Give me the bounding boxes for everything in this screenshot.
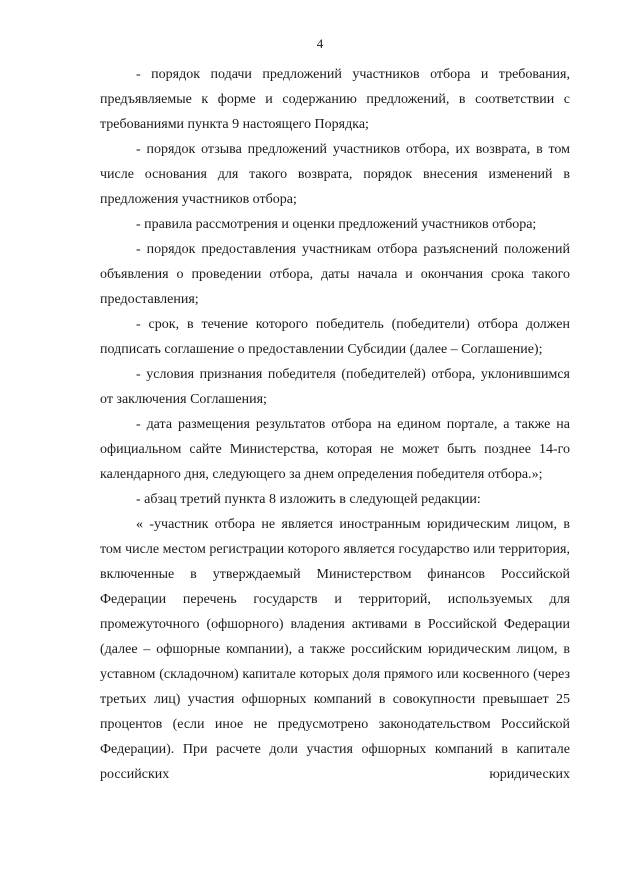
paragraph-agreement-deadline: - срок, в течение которого победитель (победители) отбора должен подписать соглашение о предоставлении Субсидии (далее – Соглашение);: [100, 317, 570, 357]
paragraph-submission-procedure: - порядок подачи предложений участников отбора и требования, предъявляемые к форме и содержанию предложений, в соответствии с требованиями пункта 9 настоящего Порядка;: [100, 67, 570, 132]
page-number: 4: [316, 36, 324, 51]
paragraph-evasion-conditions: - условия признания победителя (победителей) отбора, уклонившимся от заключения Соглашения;: [100, 367, 570, 407]
paragraph-offshore-requirement: « -участник отбора не является иностранным юридическим лицом, в том числе местом регистрации которого является государство или территория, включенные в утверждаемый Министерством финансов Российской Федерации перечень государств и территорий, используемых для промежуточного (офшорного) владения активами в Российской Федерации (далее – офшорные компании), а также российским юридическим лицом, в уставном (складочном) капитале которых доля прямого или косвенного (через третьих лиц) участия офшорных компаний в совокупности превышает 25 процентов (если иное не предусмотрено законодательством Российской Федерации). При расчете доли участия офшорных компаний в капитале российских юридических: [100, 517, 570, 782]
paragraph-evaluation-rules: - правила рассмотрения и оценки предложений участников отбора;: [136, 217, 537, 232]
paragraph-results-publication: - дата размещения результатов отбора на едином портале, а также на официальном сайте Министерства, которая не может быть позднее 14-го календарного дня, следующего за днем определения победителя отбора.»;: [100, 417, 570, 482]
paragraph-clarification-procedure: - порядок предоставления участникам отбора разъяснений положений объявления о проведении отбора, даты начала и окончания срока такого предоставления;: [100, 242, 570, 307]
paragraph-amendment-instruction: - абзац третий пункта 8 изложить в следующей редакции:: [136, 492, 481, 507]
paragraph-withdrawal-procedure: - порядок отзыва предложений участников отбора, их возврата, в том числе основания для такого возврата, порядок внесения изменений в предложения участников отбора;: [100, 142, 570, 207]
document-body: [100, 62, 570, 787]
